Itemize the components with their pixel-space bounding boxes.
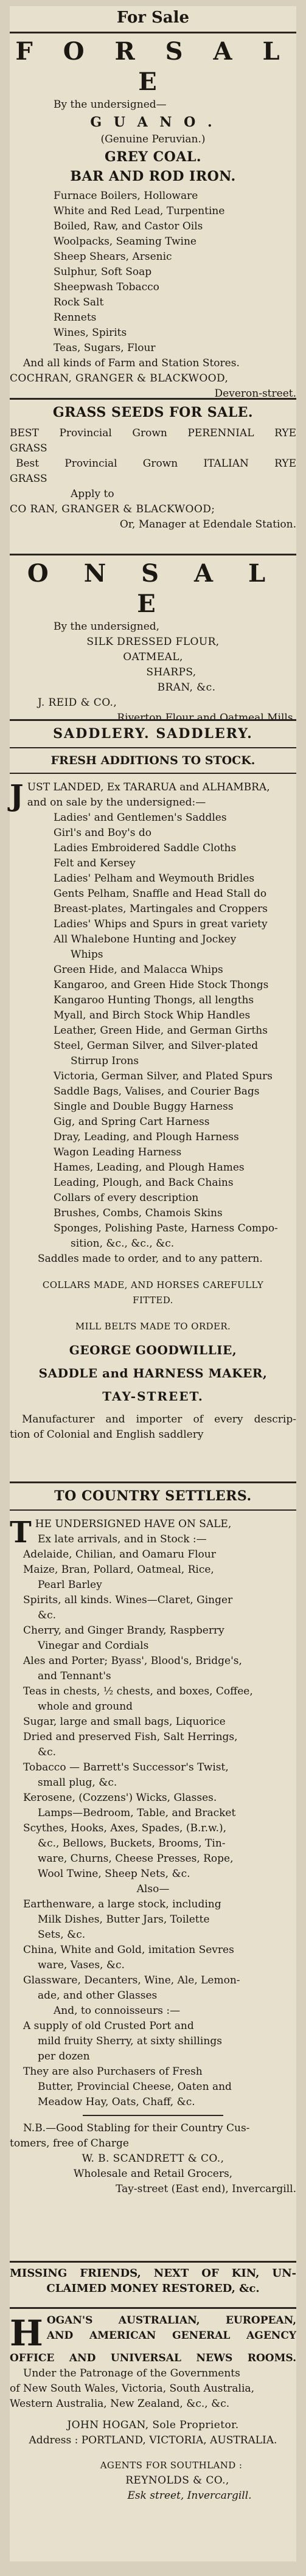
notice-line: MISSING FRIENDS, NEXT OF KIN, UN- — [10, 2267, 296, 2280]
ad-item: And all kinds of Farm and Station Stores. — [23, 357, 240, 369]
ad-line: (Genuine Peruvian.) — [100, 133, 206, 145]
ad-item: Teas in chests, ½ chests, and boxes, Coffee, — [23, 1685, 253, 1697]
ad-item: Tobacco — Barrett's Successor's Twist, — [23, 1761, 229, 1774]
section-title: For Sale — [116, 9, 190, 27]
ad-item: &c., Bellows, Buckets, Brooms, Tin- — [38, 1837, 226, 1850]
ad-item: Felt and Kersey — [54, 857, 136, 869]
ad-item: Ladies' and Gentlemen's Saddles — [54, 812, 227, 824]
ad-item: Also— — [136, 1883, 170, 1895]
ad-item: Wool Twine, Sheep Nets, &c. — [38, 1868, 190, 1880]
ad-line: N.B.—Good Stabling for their Country Cus- — [23, 2122, 250, 2134]
ad-item: Collars of every description — [54, 1192, 199, 1204]
ad-headline: TO COUNTRY SETTLERS. — [54, 1488, 252, 1504]
ad-address: Tay-street (East end), Invercargill. — [116, 2183, 296, 2195]
ad-item: Lamps—Bedroom, Table, and Bracket — [38, 1807, 236, 1819]
ad-item: &c. — [38, 1746, 57, 1758]
ad-firm: W. B. SCANDRETT & CO., — [82, 2153, 224, 2165]
ad-item: per dozen — [38, 2050, 90, 2063]
ad-item: mild fruity Sherry, at sixty shillings — [38, 2035, 222, 2047]
ad-item: Wagon Leading Harness — [54, 1146, 182, 1158]
ad-item: Rennets — [54, 312, 97, 324]
ad-line: and on sale by the undersigned:— — [27, 796, 206, 809]
ad-line: Manufacturer and importer of every descrip- — [22, 1413, 296, 1426]
ad-item: and Tennant's — [38, 1670, 111, 1682]
ad-trade: SADDLE and HARNESS MAKER, — [38, 1366, 268, 1380]
divider — [10, 2307, 296, 2309]
ad-line: By the undersigned— — [54, 99, 167, 111]
ad-headline: OGAN'S AUSTRALIAN, EUROPEAN, — [46, 2314, 296, 2327]
ad-item: Brushes, Combs, Chamois Skins — [54, 1207, 223, 1219]
ad-item: Furnace Boilers, Holloware — [54, 190, 198, 202]
ad-note: COLLARS MADE, AND HORSES CAREFULLY — [42, 1279, 264, 1290]
ad-address: Deveron-street. — [214, 388, 296, 400]
ad-line: Under the Patronage of the Governments — [23, 2367, 240, 2379]
ad-item: Adelaide, Chilian, and Oamaru Flour — [23, 1548, 216, 1561]
ad-item: Meadow Hay, Oats, Chaff, &c. — [38, 2096, 195, 2108]
ad-item: Steel, German Silver, and Silver-plated — [54, 1040, 259, 1052]
ad-address: Riverton Flour and Oatmeal Mills. — [117, 712, 296, 724]
ad-item: Pearl Barley — [38, 1579, 102, 1591]
ad-name: JOHN HOGAN, Sole Proprietor. — [67, 2419, 239, 2431]
ad-line: GRASS — [10, 442, 47, 454]
drop-cap: T — [10, 1516, 32, 1550]
ad-line: By the undersigned, — [54, 621, 160, 633]
ad-line: BEST Provincial Grown PERENNIAL RYE — [10, 427, 296, 439]
ad-name: GEORGE GOODWILLIE, — [69, 1343, 237, 1357]
ad-product: GREY COAL. — [104, 149, 202, 165]
ad-address: Address : PORTLAND, VICTORIA, AUSTRALIA. — [29, 2434, 277, 2446]
ad-item: Green Hide, and Malacca Whips — [54, 964, 223, 976]
hogan-agency-ad — [10, 2313, 296, 2561]
ad-address: Esk street, Invercargill. — [127, 2490, 252, 2502]
ad-address: TAY-STREET. — [102, 1389, 204, 1404]
ad-line: UST LANDED, Ex TARARUA and ALHAMBRA, — [27, 781, 270, 793]
for-sale-header — [10, 6, 296, 30]
ad-item: Cherry, and Ginger Brandy, Raspberry — [23, 1624, 224, 1637]
missing-friends-notice — [10, 2266, 296, 2305]
ad-item: Teas, Sugars, Flour — [54, 342, 156, 354]
ad-item: They are also Purchasers of Fresh — [23, 2066, 203, 2078]
ad-item: Girl's and Boy's do — [54, 827, 152, 839]
ad-item: sition, &c., &c., &c. — [71, 1238, 175, 1250]
ad-item: Sets, &c. — [38, 1929, 86, 1941]
divider — [10, 398, 296, 400]
ad-headline: O N S A L E — [27, 559, 279, 618]
ad-line: HE UNDERSIGNED HAVE ON SALE, — [35, 1518, 232, 1530]
ad-item: &c. — [38, 1609, 57, 1621]
ad-firm: COCHRAN, GRANGER & BLACKWOOD, — [10, 372, 229, 385]
ad-note: MILL BELTS MADE TO ORDER. — [75, 1321, 231, 1332]
drop-cap: J — [10, 779, 24, 813]
ad-product: BAR AND ROD IRON. — [70, 169, 236, 184]
ad-note: FITTED. — [133, 1295, 173, 1306]
ad-item: Gents Pelham, Snaffle and Head Stall do — [54, 888, 267, 900]
ad-item: Ladies Embroidered Saddle Cloths — [54, 842, 237, 854]
ad-line: Or, Manager at Edendale Station. — [119, 518, 296, 531]
ad-item: Ladies' Whips and Spurs in great variety — [54, 918, 268, 930]
ad-item: Woolpacks, Seaming Twine — [54, 235, 196, 248]
ad-line: SILK DRESSED FLOUR, — [86, 636, 220, 648]
ad-item: Sponges, Polishing Paste, Harness Compo- — [54, 1222, 278, 1234]
ad-item: All Whalebone Hunting and Jockey — [54, 933, 237, 945]
ad-item: China, White and Gold, imitation Sevres — [23, 1944, 234, 1956]
ad-item: Rock Salt — [54, 296, 104, 308]
ad-line: Apply to — [71, 488, 114, 500]
ad-item: Dried and preserved Fish, Salt Herrings, — [23, 1731, 238, 1743]
divider — [10, 719, 296, 721]
ad-item: Wines, Spirits — [54, 327, 127, 339]
ad-firm: REYNOLDS & CO., — [125, 2474, 229, 2487]
ad-item: Hames, Leading, and Plough Hames — [54, 1161, 245, 1174]
divider — [10, 2261, 296, 2263]
grass-seeds-ad — [10, 403, 296, 555]
ad-item: Sheep Shears, Arsenic — [54, 251, 172, 263]
ad-item: Glassware, Decanters, Wine, Ale, Lemon- — [23, 1974, 240, 1986]
ad-line: Western Australia, New Zealand, &c., &c. — [10, 2398, 230, 2410]
ad-item: Kerosene, (Cozzens') Wicks, Glasses. — [23, 1792, 217, 1804]
ad-item: Saddles made to order, and to any pattern. — [38, 1253, 263, 1265]
ad-line: BRAN, &c. — [157, 681, 216, 694]
ad-item: Single and Double Buggy Harness — [54, 1101, 234, 1113]
ad-line: tomers, free of Charge — [10, 2137, 129, 2150]
ad-line: SHARPS, — [146, 666, 196, 678]
flour-ad — [10, 559, 296, 724]
ad-product: G U A N O . — [90, 114, 216, 130]
ad-item: small plug, &c. — [38, 1777, 117, 1789]
ad-item: Kangaroo, and Green Hide Stock Thongs — [54, 979, 269, 991]
ad-item: And, to connoisseurs :— — [54, 2005, 181, 2017]
ad-item: Leading, Plough, and Back Chains — [54, 1177, 234, 1189]
ad-item: ade, and other Glasses — [38, 1989, 158, 2002]
ad-item: Boiled, Raw, and Castor Oils — [54, 220, 203, 232]
ad-item: Leather, Green Hide, and German Girths — [54, 1025, 268, 1037]
ad-note: AGENTS FOR SOUTHLAND : — [100, 2460, 243, 2471]
ad-line: Wholesale and Retail Grocers, — [73, 2168, 233, 2180]
ad-item: Saddle Bags, Valises, and Courier Bags — [54, 1085, 260, 1098]
ad-item: Kangaroo Hunting Thongs, all lengths — [54, 994, 254, 1006]
ad-item: Stirrup Irons — [71, 1055, 139, 1067]
ad-subheading: FRESH ADDITIONS TO STOCK. — [50, 754, 256, 767]
ad-item: ware, Vases, &c. — [38, 1959, 125, 1971]
newspaper-column — [10, 6, 296, 2561]
ad-item: White and Red Lead, Turpentine — [54, 205, 225, 217]
ad-line: GRASS — [10, 473, 47, 485]
ad-item: Ladies' Pelham and Weymouth Bridles — [54, 872, 255, 885]
ad-headline: SADDLERY. SADDLERY. — [53, 726, 253, 742]
ad-line: OATMEAL, — [123, 651, 183, 663]
ad-headline: F O R S A L E — [15, 37, 291, 96]
ad-item: Butter, Provincial Cheese, Oaten and — [38, 2081, 232, 2093]
ad-item: Myall, and Birch Stock Whip Handles — [54, 1009, 251, 1022]
ad-item: Gig, and Spring Cart Harness — [54, 1116, 210, 1128]
ad-item: Whips — [71, 949, 103, 961]
divider — [10, 554, 296, 555]
ad-firm: CO RAN, GRANGER & BLACKWOOD; — [10, 503, 215, 515]
ad-line: tion of Colonial and English saddlery — [10, 1429, 204, 1441]
ad-item: Ales and Porter; Byass', Blood's, Bridge's, — [23, 1655, 242, 1667]
ad-item: Spirits, all kinds. Wines—Claret, Ginger — [23, 1594, 233, 1606]
ad-item: Victoria, German Silver, and Plated Spurs — [54, 1070, 273, 1082]
ad-item: whole and ground — [38, 1701, 133, 1713]
divider — [10, 1481, 296, 1483]
ad-item: Sulphur, Soft Soap — [54, 266, 152, 278]
settlers-ad — [10, 1486, 296, 2259]
drop-cap: H — [10, 2313, 43, 2354]
divider — [10, 32, 296, 33]
ad-headline: GRASS SEEDS FOR SALE. — [52, 405, 254, 420]
guano-ad — [10, 37, 296, 426]
ad-item: Earthenware, a large stock, including — [23, 1898, 221, 1910]
ad-firm: J. REID & CO., — [38, 697, 117, 709]
ad-line: of New South Wales, Victoria, South Australia, — [10, 2383, 254, 2395]
ad-item: Milk Dishes, Butter Jars, Toilette — [38, 1913, 210, 1926]
notice-line: CLAIMED MONEY RESTORED, &c. — [46, 2282, 260, 2295]
ad-item: Sheepwash Tobacco — [54, 281, 159, 293]
ad-line: Ex late arrivals, and in Stock :— — [38, 1533, 207, 1545]
ad-item: Vinegar and Cordials — [38, 1640, 149, 1652]
ad-item: Sugar, large and small bags, Liquorice — [23, 1716, 226, 1728]
saddlery-ad — [10, 724, 296, 1478]
ad-item: Dray, Leading, and Plough Harness — [54, 1131, 239, 1143]
ad-item: A supply of old Crusted Port and — [23, 2020, 194, 2032]
ad-item: Maize, Bran, Pollard, Oatmeal, Rice, — [23, 1564, 214, 1576]
ad-line: Best Provincial Grown ITALIAN RYE — [16, 458, 296, 470]
ad-headline: AND AMERICAN GENERAL AGENCY — [46, 2330, 296, 2342]
ad-headline: OFFICE AND UNIVERSAL NEWS ROOMS. — [10, 2352, 296, 2364]
ad-item: Scythes, Hooks, Axes, Spades, (B.r.w.), — [23, 1822, 227, 1834]
ad-item: ware, Churns, Cheese Presses, Rope, — [38, 1853, 234, 1865]
ad-item: Breast-plates, Martingales and Croppers — [54, 903, 268, 915]
